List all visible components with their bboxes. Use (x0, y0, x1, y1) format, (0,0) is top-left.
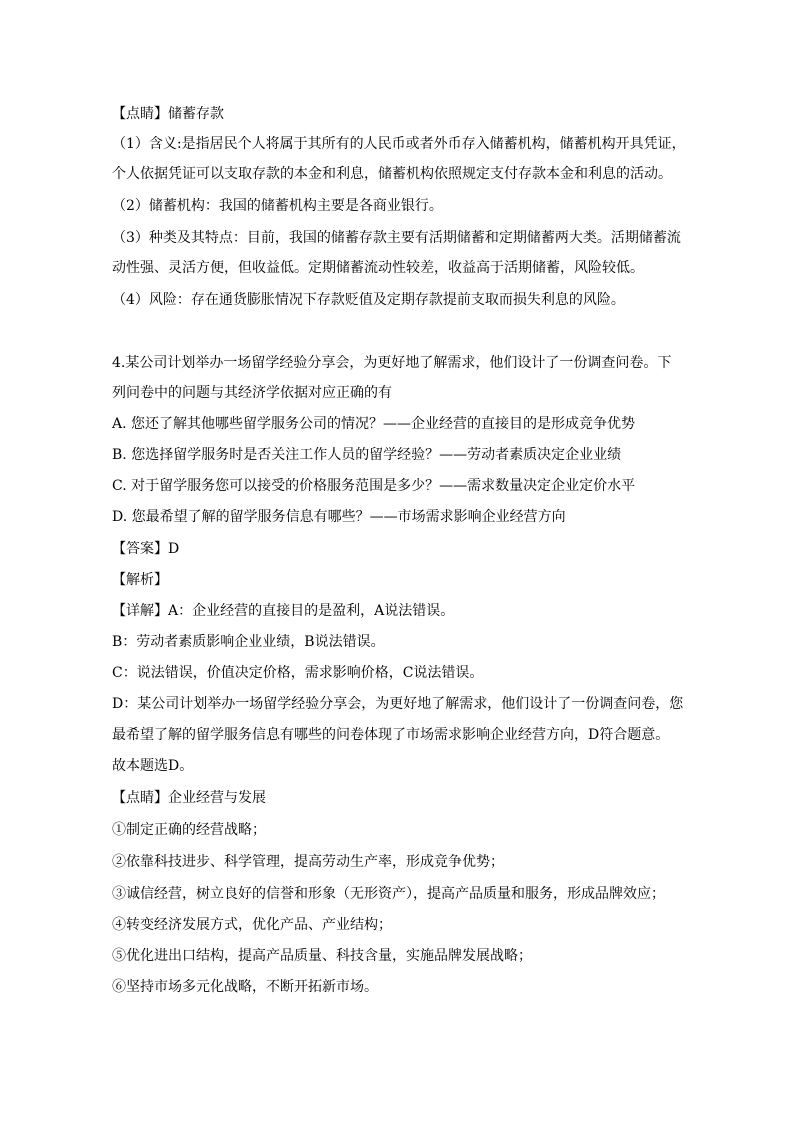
list-item: ②依靠科技进步、科学管理，提高劳动生产率，形成竞争优势； (112, 854, 504, 870)
detail-line: C：说法错误，价值决定价格，需求影响价格，C说法错误。 (112, 665, 484, 681)
detail-line: B：劳动者素质影响企业业绩，B说法错误。 (112, 634, 385, 650)
option-b: B. 您选择留学服务时是否关注工作人员的留学经验？——劳动者素质决定企业业绩 (112, 447, 622, 463)
section1-line: （2）储蓄机构：我国的储蓄机构主要是各商业银行。 (112, 198, 443, 214)
section1-line: 个人依据凭证可以支取存款的本金和利息，储蓄机构依照规定支付存款本金和利息的活动。 (112, 166, 672, 182)
option-a: A. 您还了解其他哪些留学服务公司的情况？——企业经营的直接目的是形成竞争优势 (112, 416, 636, 432)
detail-label: 【详解】 (112, 603, 168, 619)
question-stem-line1: 4.某公司计划举办一场留学经验分享会，为更好地了解需求，他们设计了一份调查问卷。下 (112, 355, 672, 371)
option-c: C. 对于留学服务您可以接受的价格服务范围是多少？——需求数量决定企业定价水平 (112, 478, 636, 494)
list-item: ④转变经济发展方式，优化产品、产业结构； (112, 917, 392, 933)
section1-line: （1）含义:是指居民个人将属于其所有的人民币或者外币存入储蓄机构，储蓄机构开具凭证， (112, 136, 686, 152)
question-stem-line2: 列问卷中的问题与其经济学依据对应正确的有 (112, 385, 392, 401)
answer-label: 【答案】 (112, 541, 168, 557)
analysis-label: 【解析】 (112, 572, 168, 588)
section1-heading-text: 储蓄存款 (168, 106, 224, 122)
section1-line: 动性强、灵活方便，但收益低。定期储蓄流动性较差，收益高于活期储蓄，风险较低。 (112, 260, 644, 276)
detail-line: D：某公司计划举办一场留学经验分享会，为更好地了解需求，他们设计了一份调查问卷，您 (112, 696, 684, 712)
answer-line (112, 539, 179, 559)
detail-line: 故本题选D。 (112, 758, 194, 774)
detail-text: A：企业经营的直接目的是盈利，A说法错误。 (168, 603, 455, 619)
list-item: ⑥坚持市场多元化战略，不断开拓新市场。 (112, 979, 378, 995)
list-item: ①制定正确的经营战略； (112, 822, 266, 838)
option-d: D. 您最希望了解的留学服务信息有哪些？——市场需求影响企业经营方向 (112, 509, 566, 525)
section2-heading (112, 788, 266, 808)
section2-heading-label: 【点睛】 (112, 790, 168, 806)
section1-line: （3）种类及其特点：目前，我国的储蓄存款主要有活期储蓄和定期储蓄两大类。活期储蓄流 (112, 230, 681, 246)
section2-heading-text: 企业经营与发展 (168, 790, 266, 806)
detail-line: 最希望了解的留学服务信息有哪些的问卷体现了市场需求影响企业经营方向，D符合题意。 (112, 727, 670, 743)
list-item: ⑤优化进出口结构，提高产品质量、科技含量，实施品牌发展战略； (112, 948, 532, 964)
section1-line: （4）风险：存在通货膨胀情况下存款贬值及定期存款提前支取而损失利息的风险。 (112, 292, 625, 308)
list-item: ③诚信经营，树立良好的信誉和形象（无形资产），提高产品质量和服务，形成品牌效应； (112, 886, 665, 902)
answer-value: D (168, 541, 180, 557)
detail-line-a (112, 601, 454, 621)
section1-heading-label: 【点睛】 (112, 106, 168, 122)
section1-heading (112, 104, 224, 124)
